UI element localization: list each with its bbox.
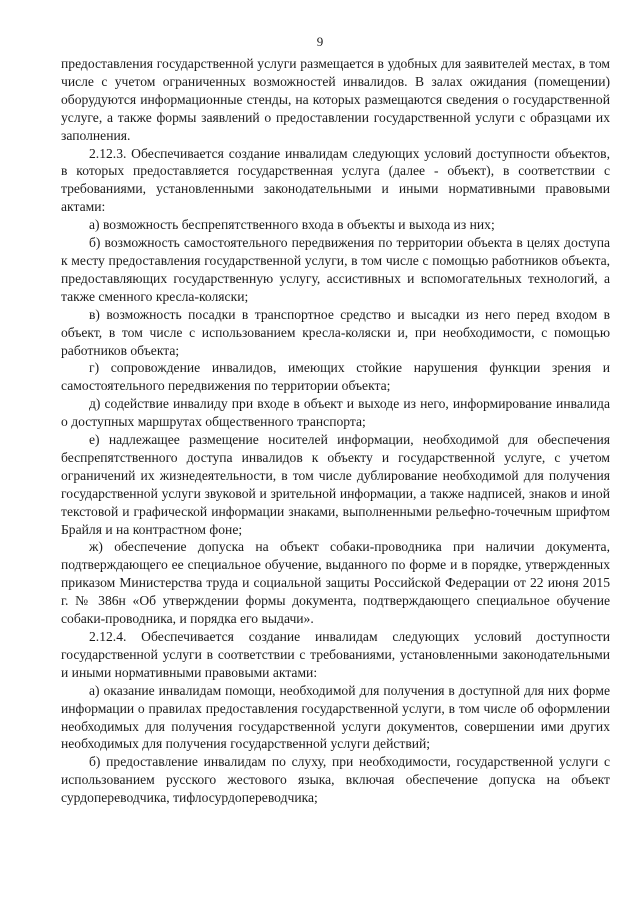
page-number: 9 — [316, 34, 324, 49]
paragraph: г) сопровождение инвалидов, имеющих стойкие нарушения функции зрения и самостоятельного передвижения по территории объекта; — [61, 360, 610, 394]
paragraph: е) надлежащее размещение носителей информации, необходимой для обеспечения беспрепятственного доступа инвалидов к объекту и государственной услуге, с учетом ограничений их жизнедеятельности, в том числе дублирование необходимой для получения государственной услуги звуковой и зрительной информации, а также надписей, знаков и иной текстовой и графической информации знаками, выполненными рельефно-точечным шрифтом Брайля и на контрастном фоне; — [61, 432, 610, 537]
paragraph: д) содействие инвалиду при входе в объект и выходе из него, информирование инвалида о доступных маршрутах общественного транспорта; — [61, 396, 610, 430]
paragraph: 2.12.4. Обеспечивается создание инвалидам следующих условий доступности государственной услуги в соответствии с требованиями, установленными законодательными и иными нормативными правовыми актами: — [61, 629, 610, 680]
paragraph: предоставления государственной услуги размещается в удобных для заявителей местах, в том числе с учетом ограниченных возможностей инвалидов. В залах ожидания (помещении) оборудуются информационные стенды, на которых размещаются сведения о государственной услуге, а также формы заявлений о предоставлении государственной услуги с образцами их заполнения. — [61, 56, 610, 143]
paragraph: ж) обеспечение допуска на объект собаки-проводника при наличии документа, подтверждающего ее специальное обучение, выданного по форме и в порядке, утвержденных приказом Министерства труда и социальной защиты Российской Федерации от 22 июня 2015 г. № 386н «Об утверждении формы документа, подтверждающего специальное обучение собаки-проводника, и порядка его выдачи». — [61, 539, 610, 627]
paragraph: б) возможность самостоятельного передвижения по территории объекта в целях доступа к месту предоставления государственной услуги, в том числе с помощью работников объекта, предоставляющих государственную услугу, ассистивных и вспомогательных технологий, а также сменного кресла-коляски; — [61, 235, 610, 304]
paragraph: а) возможность беспрепятственного входа в объекты и выхода из них; — [89, 217, 495, 233]
document-body — [61, 55, 610, 807]
paragraph: в) возможность посадки в транспортное средство и высадки из него перед входом в объект, в том числе с использованием кресла-коляски и, при необходимости, с помощью работников объекта; — [61, 306, 610, 358]
paragraph: 2.12.3. Обеспечивается создание инвалидам следующих условий доступности объектов, в которых предоставляется государственная услуга (далее - объект), в соответствии с требованиями, установленными законодательными и иными нормативными правовыми актами: — [61, 145, 610, 215]
paragraph: а) оказание инвалидам помощи, необходимой для получения в доступной для них форме информации о правилах предоставления государственной услуги, в том числе об оформлении необходимых для получения государственной услуги документов, совершении ими других необходимых для получения государственной услуги действий; — [61, 682, 610, 752]
paragraph: б) предоставление инвалидам по слуху, при необходимости, государственной услуги с использованием русского жестового языка, включая обеспечение допуска на объект сурдопереводчика, тифлосурдопереводчика; — [61, 754, 610, 806]
